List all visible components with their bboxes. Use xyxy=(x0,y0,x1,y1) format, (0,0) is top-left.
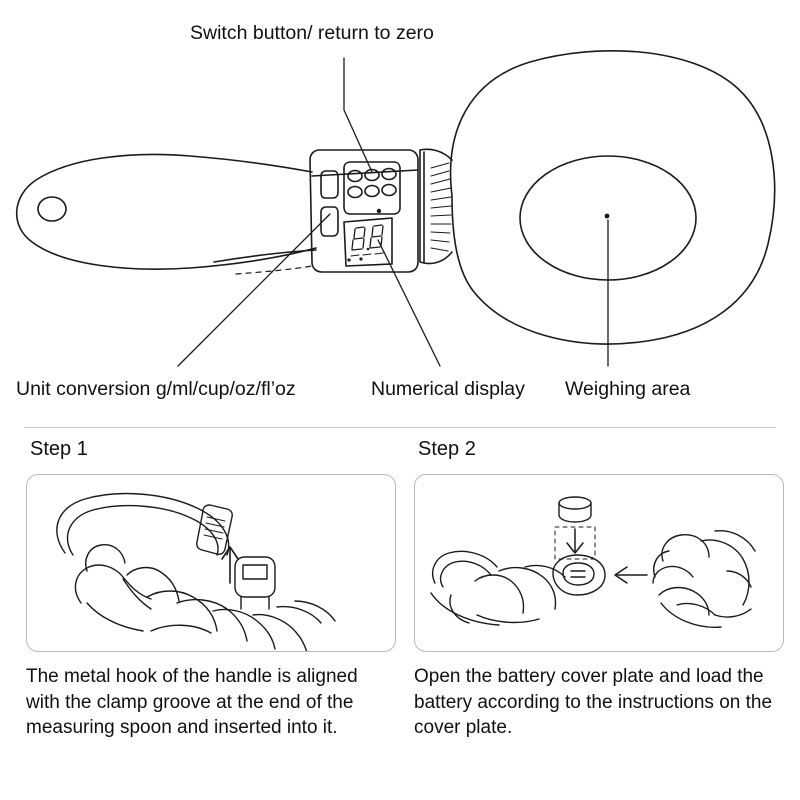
step-2-illustration-box xyxy=(414,474,784,652)
callout-label-weighing-area: Weighing area xyxy=(565,378,691,400)
step-1-caption: The metal hook of the handle is aligned with the clamp groove at the end of the measuring spoon and inserted into it. xyxy=(26,666,358,739)
battery-insertion-illustration xyxy=(415,475,784,652)
section-divider xyxy=(24,427,776,428)
step-1 xyxy=(26,438,398,741)
step-2-caption: Open the battery cover plate and load the battery according to the instructions on the cover plate. xyxy=(414,666,773,739)
callout-label-numerical-display: Numerical display xyxy=(371,378,525,400)
step-1-title: Step 1 xyxy=(30,438,88,460)
step-1-illustration-box xyxy=(26,474,396,652)
hand-attaching-handle-illustration xyxy=(27,475,396,652)
callout-label-switch-button: Switch button/ return to zero xyxy=(190,22,434,44)
steps-section xyxy=(0,438,800,800)
step-2 xyxy=(414,438,786,741)
callout-label-unit-conversion: Unit conversion g/ml/cup/oz/fl’oz xyxy=(16,378,296,400)
step-2-title: Step 2 xyxy=(418,438,476,460)
